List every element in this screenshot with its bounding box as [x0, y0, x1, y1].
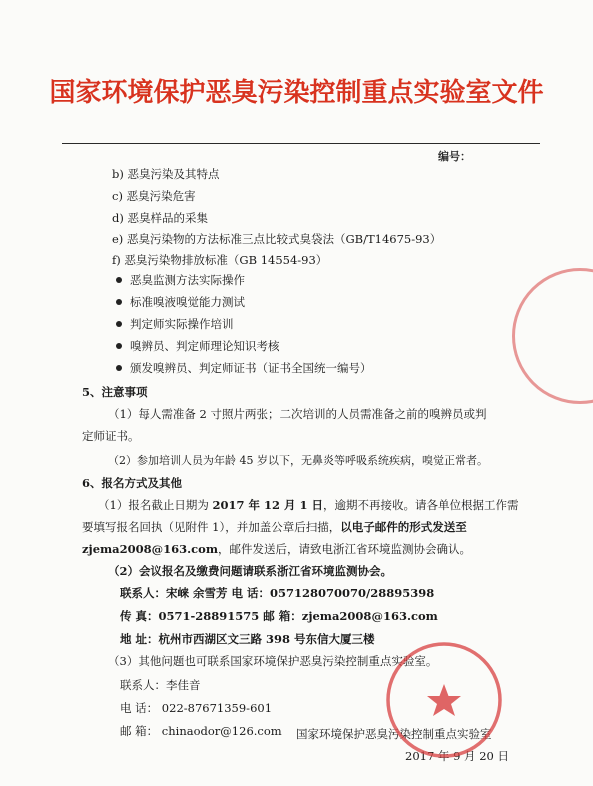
- para-text: （1）报名截止日期为: [98, 498, 213, 512]
- section-6-para-1: [98, 497, 519, 513]
- red-seal-icon: [384, 640, 504, 760]
- section-6-para-2: （2）会议报名及缴费问题请联系浙江省环境监测协会。: [108, 564, 392, 578]
- contact-2: 联系人：李佳音: [120, 678, 201, 692]
- bullet-icon: [116, 343, 122, 349]
- document-header-title: 国家环境保护恶臭污染控制重点实验室文件: [49, 78, 544, 108]
- bullet-icon: [116, 321, 122, 327]
- stamp-partial: [512, 268, 593, 404]
- deadline-date: 2017 年 12 月 1 日: [212, 498, 324, 512]
- para-text-bold: 以电子邮件的形式发送至: [340, 520, 467, 534]
- section-5-title: 5、注意事项: [82, 385, 148, 399]
- list-item: 标准嗅液嗅觉能力测试: [130, 295, 245, 309]
- contact-line: 联系人：宋崃 余雪芳 电 话：057128070070/28895398: [120, 586, 435, 600]
- signature-org: 国家环境保护恶臭污染控制重点实验室: [296, 727, 492, 741]
- section-5-item-2: （2）参加培训人员为年龄 45 岁以下，无鼻炎等呼吸系统疾病，嗅觉正常者。: [108, 454, 488, 467]
- bullet-icon: [116, 277, 122, 283]
- email-address: zjema2008@163.com: [82, 542, 218, 556]
- document-number-label: 编号：: [438, 150, 471, 163]
- fax-line: 传 真：0571-28891575 邮 箱：zjema2008@163.com: [120, 609, 438, 623]
- list-item: d) 恶臭样品的采集: [112, 211, 209, 225]
- list-item: 恶臭监测方法实际操作: [130, 273, 245, 287]
- header-divider: [62, 143, 540, 144]
- section-5-item-1: （1）每人需准备 2 寸照片两张；二次培训的人员需准备之前的嗅辨员或判: [108, 407, 487, 421]
- address-line: 地 址：杭州市西湖区文三路 398 号东信大厦三楼: [120, 632, 375, 646]
- list-item: c) 恶臭污染危害: [112, 189, 196, 203]
- list-item: e) 恶臭污染物的方法标准三点比较式臭袋法（GB/T14675-93）: [112, 232, 442, 246]
- section-6-para-1-cont: [82, 541, 471, 557]
- section-6-para-1-cont: [82, 519, 467, 535]
- list-item: b) 恶臭污染及其特点: [112, 167, 220, 181]
- section-5-item-1-cont: 定师证书。: [82, 429, 140, 443]
- list-item: 判定师实际操作培训: [130, 317, 234, 331]
- bullet-icon: [116, 365, 122, 371]
- list-item: f) 恶臭污染物排放标准（GB 14554-93）: [112, 253, 328, 267]
- signature-date: 2017 年 9 月 20 日: [405, 749, 509, 763]
- email-2: 邮 箱： chinaodor@126.com: [120, 724, 282, 738]
- list-item: 嗅辨员、判定师理论知识考核: [130, 339, 280, 353]
- phone-2: 电 话： 022-87671359-601: [120, 701, 273, 715]
- list-item: 颁发嗅辨员、判定师证书（证书全国统一编号）: [130, 361, 372, 375]
- para-text: 要填写报名回执（见附件 1），并加盖公章后扫描，: [82, 520, 341, 534]
- para-text: ，邮件发送后，请致电浙江省环境监测协会确认。: [217, 542, 471, 556]
- section-6-para-3: （3）其他问题也可联系国家环境保护恶臭污染控制重点实验室。: [108, 654, 438, 668]
- bullet-icon: [116, 299, 122, 305]
- para-text: ，逾期不再接收。请各单位根据工作需: [323, 498, 519, 512]
- section-6-title: 6、报名方式及其他: [82, 476, 183, 490]
